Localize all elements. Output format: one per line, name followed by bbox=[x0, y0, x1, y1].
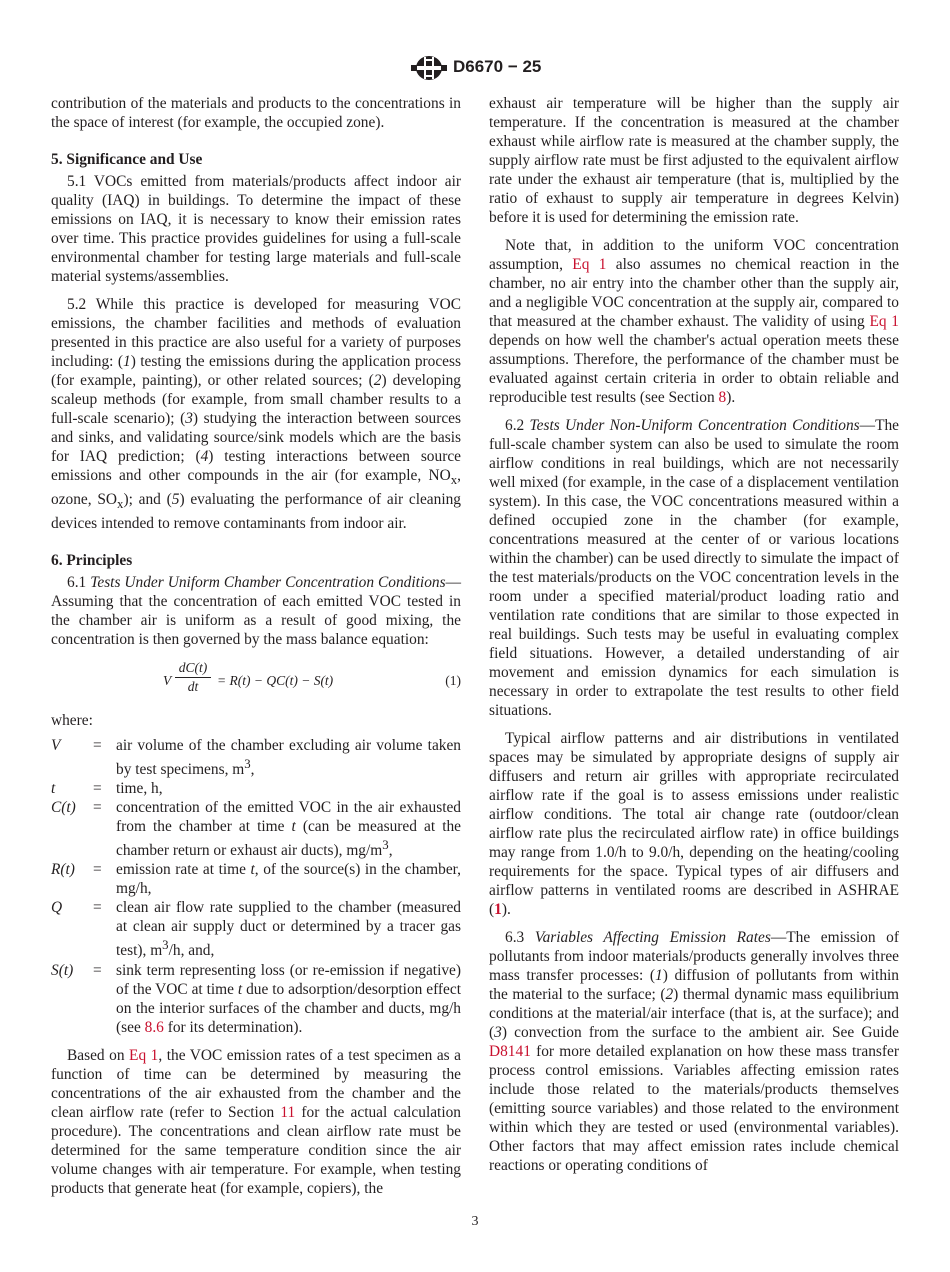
right-column bbox=[489, 94, 899, 1175]
link-guide-d8141[interactable]: D8141 bbox=[489, 1043, 531, 1060]
link-eq-1[interactable]: Eq 1 bbox=[129, 1046, 159, 1064]
paragraph-6-1: 6.1 Tests Under Uniform Chamber Concentration Conditions—Assuming that the concentration of each emitted VOC tested in the chamber air is uniform as a result of good mixing, the concentration is then governed by the mass balance equation: bbox=[51, 574, 461, 649]
paragraph-5-2: 5.2 While this practice is developed for measuring VOC emissions, the chamber facilities and methods of evaluation presented in this practice are also useful for a variety of purposes including: (1) testing the emissions during the application process (for example, painting), or other related sources; (2) developing scaleup methods (for example, from small chamber results to a full-scale scenario); (3) studying the interaction between sources and sinks, and validating source/sink models which are the basis for IAQ prediction; (4) testing interactions between source emissions and other compounds in the air (for example, $NO_x$, ozone, $SO_x$); and (5) evaluating the performance of air cleaning devices intended to remove contaminants from indoor air. bbox=[51, 296, 462, 533]
left-column bbox=[51, 94, 461, 1198]
paragraph-typical-airflow: Typical airflow patterns and air distributions in ventilated spaces may be simulated by appropriate designs of supply air diffusers and return air grilles with appropriate recirculated airflow rate if the goal is to assess emissions under realistic airflow conditions. The total air change rate (outdoor/clean airflow rate plus the recirculated airflow rate) in office buildings may range from 1.0/h to 9.0/h, depending on the heating/cooling requirements for the space. Typical types of air diffusers and airflow patterns in ventilated rooms are described in ASHRAE (1). bbox=[489, 730, 899, 918]
paragraph-6-2: 6.2 Tests Under Non-Uniform Concentration Conditions—The full-scale chamber system can also be used to simulate the room airflow conditions in real buildings, which are not necessarily well mixed (for example, in the case of a displacement ventilation system). In this case, the VOC concentrations measured within a defined occupied zone in the chamber (for example, concentrations measured at the center of or various locations within the chamber) can be used directly to simulate the impact of the test materials/products on the VOC concentration levels in the room under a specified material/product loading ratio and ventilation rate conditions that are similar to those expected in real buildings. Such tests may be useful in evaluating complex field situations. However, a detailed understanding of air movement and emission dynamics for each simulation is necessary in order to extrapolate the test results to other field situations. bbox=[489, 417, 899, 719]
definition-row: t = time, h, bbox=[51, 780, 163, 798]
equation-fraction: $\frac{dC(t)}{dt}$ bbox=[175, 660, 211, 695]
equation-lhs: V bbox=[163, 673, 172, 689]
paragraph-5-1: 5.1 VOCs emitted from materials/products affect indoor air quality (IAQ) in buildings. To determine the impact of these emissions on IAQ, it is necessary to know their emission rates over time. This practice provides guidelines for using a full-scale environmental chamber for testing large materials and full-scale material systems/assemblies. bbox=[51, 173, 461, 285]
astm-logo-icon bbox=[409, 54, 449, 82]
paragraph-based-on-eq1: Based on Eq 1, the VOC emission rates of a test specimen as a function of time can be determined by measuring the concentrations of the air exhausted from the chamber and the clean airflow rate (refer to Section 11 for the actual calculation procedure). The concentrations and clean airflow rate must be determined for the same temperature condition since the air volume changes with air temperature. For example, when testing products that generate heat (for example, copiers), the bbox=[51, 1046, 461, 1197]
link-eq-1[interactable]: Eq 1 bbox=[572, 256, 607, 273]
where-label: where: bbox=[51, 712, 93, 730]
link-section-8-6[interactable]: 8.6 bbox=[144, 1018, 164, 1036]
definition-row: S(t) = sink term representing loss (or re-emission if negative) of the VOC at time t due to adsorption/desorption effect on the interior surfaces of the chamber and ducts, mg/h (see 8.6 for its determination). bbox=[51, 961, 461, 1036]
paragraph-contribution: contribution of the materials and products to the concentrations in the space of interest (for example, the occupied zone). bbox=[51, 95, 461, 131]
paragraph-6-3: 6.3 Variables Affecting Emission Rates—The emission of pollutants from indoor materials/products generally involves three mass transfer processes: (1) diffusion of pollutants from within the material to the surface; (2) thermal dynamic mass equilibrium conditions at the material/air interface (that is, at the surface); and (3) convection from the surface to the ambient air. See Guide D8141 for more detailed explanation on how these mass transfer process control emissions. Variables affecting emission rates include those related to the materials/products themselves (emitting source variables) and those related to the environment within which they are tested or used (environmental variables). Other factors that may affect emission rates include chemical reactions or operating conditions of bbox=[489, 929, 900, 1174]
page-header bbox=[0, 54, 950, 84]
equation-1 bbox=[51, 657, 461, 701]
paragraph-note: Note that, in addition to the uniform VOC concentration assumption, Eq 1 also assumes no chemical reaction in the chamber, no air entry into the chamber other than the supply air, and a negligible VOC concentration at the supply air, compared to that measured at the chamber exhaust. The validity of using Eq 1 depends on how well the chamber's actual operation meets these assumptions. Therefore, the performance of the chamber must be evaluated against certain criteria in order to obtain reliable and reproducible test results (see Section 8). bbox=[489, 237, 900, 406]
definition-row: Q = clean air flow rate supplied to the chamber (measured at clean air supply duct or determined by a tracer gas test), $m^3/h$, and, bbox=[51, 899, 461, 960]
page-number: 3 bbox=[471, 1214, 479, 1229]
section-5-heading: 5. Significance and Use bbox=[51, 151, 203, 168]
section-6-heading: 6. Principles bbox=[51, 552, 133, 570]
standard-designation: D6670 − 25 bbox=[453, 57, 542, 76]
link-section-11[interactable]: 11 bbox=[280, 1103, 296, 1121]
definition-row: C(t) = concentration of the emitted VOC in the air exhausted from the chamber at time t (can be measured at the chamber return or exhaust air ducts), $mg/m^3$, bbox=[51, 799, 461, 860]
definition-list bbox=[51, 736, 461, 1036]
equation-rhs: = R(t) − QC(t) − S(t) bbox=[217, 673, 334, 689]
definition-row: V = air volume of the chamber excluding air volume taken by test specimens, $m^3$, bbox=[51, 737, 461, 779]
link-eq-1[interactable]: Eq 1 bbox=[869, 313, 900, 330]
equation-number: (1) bbox=[445, 673, 461, 689]
paragraph-exhaust: exhaust air temperature will be higher than the supply air temperature. If the concentration is measured at the chamber exhaust while airflow rate is measured at the chamber supply, the supply airflow rate must be first adjusted to the equivalent airflow rate under the exhaust air temperature (that is, multiplied by the ratio of exhaust to supply air temperature in degrees Kelvin) before it is used for determining the emission rate. bbox=[489, 95, 899, 226]
link-section-8[interactable]: 8 bbox=[718, 389, 727, 406]
definition-row: R(t) = emission rate at time t, of the source(s) in the chamber, mg/h, bbox=[51, 861, 462, 898]
reference-link-1[interactable]: 1 bbox=[494, 901, 502, 918]
